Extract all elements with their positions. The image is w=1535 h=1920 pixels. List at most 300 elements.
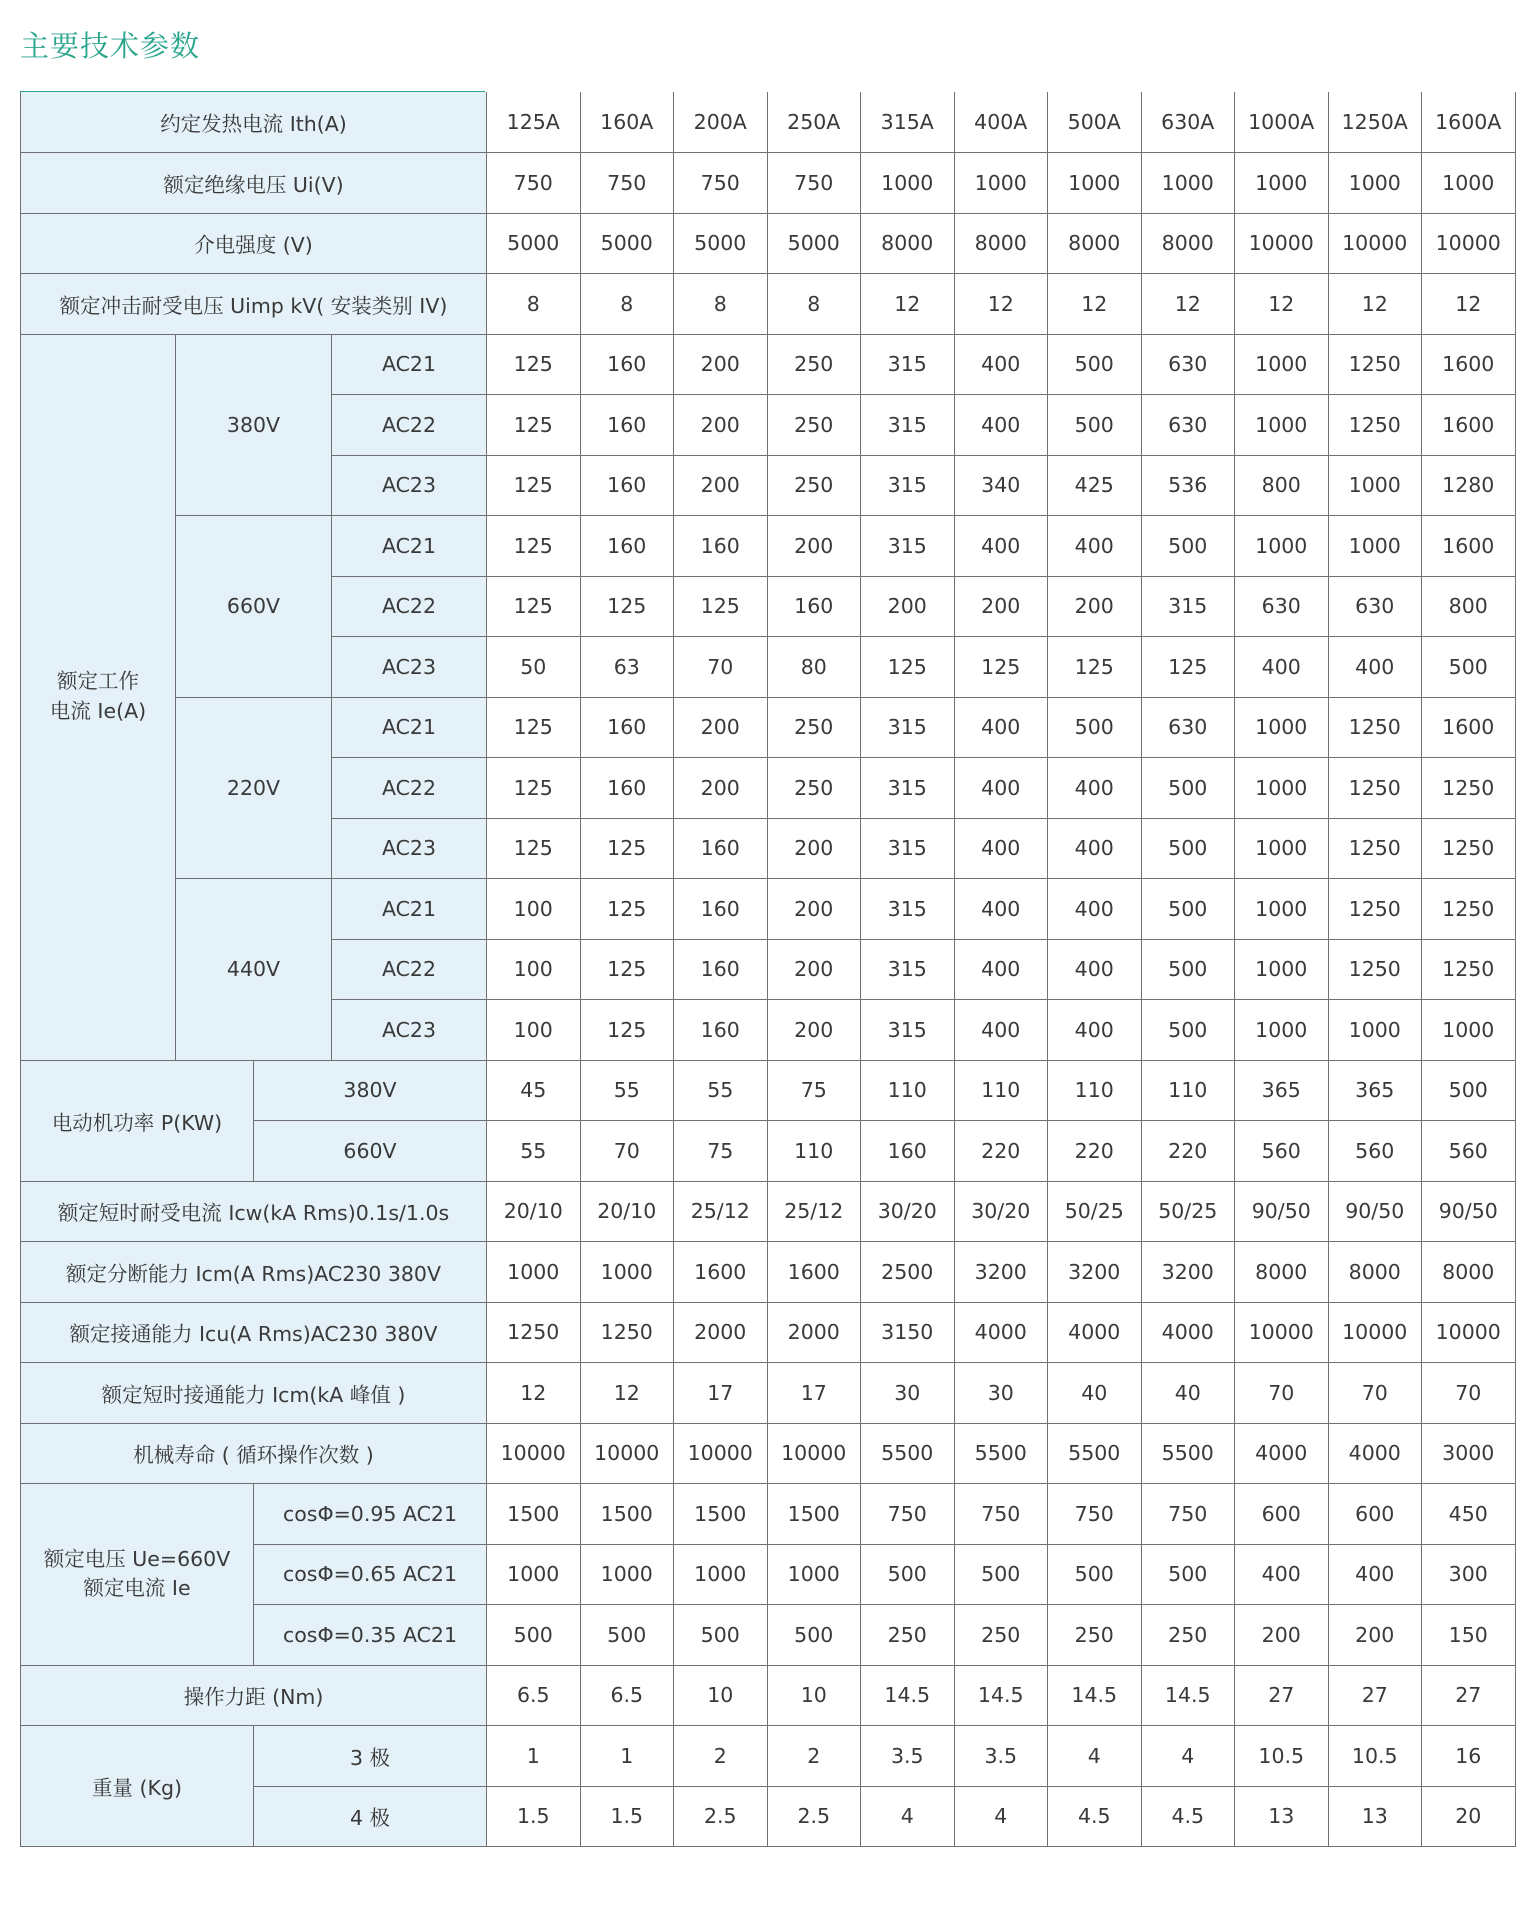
value-cell: 3200 <box>1141 1242 1235 1303</box>
value-cell: 90/50 <box>1422 1181 1516 1242</box>
value-cell: 10000 <box>674 1423 768 1484</box>
value-cell: 600 <box>1235 1484 1329 1545</box>
value-cell: 365 <box>1328 1060 1422 1121</box>
category-label: AC21 <box>332 334 487 395</box>
category-label: AC21 <box>332 879 487 940</box>
value-cell: 70 <box>674 637 768 698</box>
value-cell: 200 <box>767 818 861 879</box>
value-cell: 1250 <box>1328 939 1422 1000</box>
value-cell: 5000 <box>674 213 768 274</box>
value-cell: 800 <box>1235 455 1329 516</box>
value-cell: 300 <box>1422 1544 1516 1605</box>
value-cell: 10000 <box>767 1423 861 1484</box>
value-cell: 1000 <box>1328 1000 1422 1061</box>
value-cell: 250 <box>767 697 861 758</box>
value-cell: 30 <box>861 1363 955 1424</box>
value-cell: 400 <box>1048 758 1142 819</box>
value-cell: 400 <box>954 697 1048 758</box>
value-cell: 560 <box>1328 1121 1422 1182</box>
value-cell: 8000 <box>1235 1242 1329 1303</box>
value-cell: 1000 <box>1328 153 1422 214</box>
category-label: AC23 <box>332 1000 487 1061</box>
electrical-life-group-label: 额定电压 Ue=660V 额定电流 Ie <box>21 1484 254 1666</box>
value-cell: 200 <box>674 334 768 395</box>
value-cell: 4 <box>1048 1726 1142 1787</box>
value-cell: 10000 <box>487 1423 581 1484</box>
value-cell: 8000 <box>1048 213 1142 274</box>
value-cell: 40 <box>1048 1363 1142 1424</box>
value-cell: 315 <box>861 516 955 577</box>
value-cell: 200 <box>767 879 861 940</box>
row-uimp <box>21 274 1516 335</box>
voltage-label-440: 440V <box>176 879 332 1061</box>
value-cell: 425 <box>1048 455 1142 516</box>
value-cell: 200A <box>674 92 768 153</box>
value-cell: 750 <box>674 153 768 214</box>
value-cell: 220 <box>954 1121 1048 1182</box>
value-cell: 3.5 <box>861 1726 955 1787</box>
value-cell: 365 <box>1235 1060 1329 1121</box>
value-cell: 10 <box>767 1665 861 1726</box>
value-cell: 17 <box>767 1363 861 1424</box>
value-cell: 200 <box>1328 1605 1422 1666</box>
value-cell: 75 <box>674 1121 768 1182</box>
value-cell: 2500 <box>861 1242 955 1303</box>
category-label: AC22 <box>332 758 487 819</box>
value-cell: 125 <box>580 939 674 1000</box>
value-cell: 250 <box>954 1605 1048 1666</box>
value-cell: 12 <box>1235 274 1329 335</box>
value-cell: 400 <box>954 395 1048 456</box>
value-cell: 630 <box>1235 576 1329 637</box>
value-cell: 27 <box>1328 1665 1422 1726</box>
value-cell: 50/25 <box>1048 1181 1142 1242</box>
value-cell: 750 <box>767 153 861 214</box>
value-cell: 13 <box>1328 1786 1422 1847</box>
value-cell: 100 <box>487 1000 581 1061</box>
value-cell: 10000 <box>1328 213 1422 274</box>
value-cell: 70 <box>580 1121 674 1182</box>
value-cell: 1000 <box>767 1544 861 1605</box>
value-cell: 10000 <box>1328 1302 1422 1363</box>
value-cell: 2.5 <box>674 1786 768 1847</box>
value-cell: 400 <box>954 334 1048 395</box>
value-cell: 6.5 <box>487 1665 581 1726</box>
value-cell: 20/10 <box>580 1181 674 1242</box>
value-cell: 55 <box>674 1060 768 1121</box>
voltage-label: 380V <box>254 1060 487 1121</box>
value-cell: 4.5 <box>1141 1786 1235 1847</box>
value-cell: 400 <box>1048 818 1142 879</box>
row-label: 额定绝缘电压 Ui(V) <box>21 153 487 214</box>
value-cell: 1600 <box>1422 334 1516 395</box>
value-cell: 13 <box>1235 1786 1329 1847</box>
row-mech-life <box>21 1423 1516 1484</box>
value-cell: 200 <box>954 576 1048 637</box>
value-cell: 12 <box>1422 274 1516 335</box>
value-cell: 1000 <box>1235 758 1329 819</box>
value-cell: 160 <box>767 576 861 637</box>
value-cell: 100 <box>487 879 581 940</box>
value-cell: 315 <box>861 455 955 516</box>
value-cell: 315 <box>861 697 955 758</box>
value-cell: 630 <box>1141 697 1235 758</box>
value-cell: 110 <box>954 1060 1048 1121</box>
value-cell: 1250 <box>1328 818 1422 879</box>
value-cell: 8000 <box>1141 213 1235 274</box>
value-cell: 20 <box>1422 1786 1516 1847</box>
value-cell: 40 <box>1141 1363 1235 1424</box>
value-cell: 8 <box>580 274 674 335</box>
value-cell: 315 <box>1141 576 1235 637</box>
value-cell: 1250 <box>1328 334 1422 395</box>
value-cell: 1000 <box>580 1242 674 1303</box>
row-motor-380 <box>21 1060 1516 1121</box>
value-cell: 1500 <box>487 1484 581 1545</box>
value-cell: 1250 <box>1328 697 1422 758</box>
value-cell: 750 <box>1141 1484 1235 1545</box>
value-cell: 1000 <box>1328 455 1422 516</box>
value-cell: 50/25 <box>1141 1181 1235 1242</box>
category-label: AC21 <box>332 516 487 577</box>
value-cell: 2000 <box>767 1302 861 1363</box>
value-cell: 400 <box>954 758 1048 819</box>
row-ith <box>21 92 1516 153</box>
value-cell: 1250A <box>1328 92 1422 153</box>
value-cell: 55 <box>580 1060 674 1121</box>
value-cell: 4.5 <box>1048 1786 1142 1847</box>
value-cell: 10000 <box>1422 1302 1516 1363</box>
value-cell: 315 <box>861 395 955 456</box>
row-660-ac21 <box>21 516 1516 577</box>
category-label: AC22 <box>332 939 487 1000</box>
value-cell: 500 <box>1048 1544 1142 1605</box>
value-cell: 1000 <box>861 153 955 214</box>
value-cell: 100 <box>487 939 581 1000</box>
value-cell: 1250 <box>580 1302 674 1363</box>
value-cell: 5500 <box>954 1423 1048 1484</box>
category-label: AC22 <box>332 395 487 456</box>
value-cell: 400 <box>954 1000 1048 1061</box>
value-cell: 1600A <box>1422 92 1516 153</box>
value-cell: 400 <box>1235 1544 1329 1605</box>
value-cell: 20/10 <box>487 1181 581 1242</box>
value-cell: 160A <box>580 92 674 153</box>
value-cell: 1250 <box>487 1302 581 1363</box>
value-cell: 1600 <box>674 1242 768 1303</box>
value-cell: 12 <box>1328 274 1422 335</box>
value-cell: 10000 <box>580 1423 674 1484</box>
value-cell: 125 <box>1141 637 1235 698</box>
value-cell: 5500 <box>1141 1423 1235 1484</box>
row-torque <box>21 1665 1516 1726</box>
value-cell: 12 <box>861 274 955 335</box>
value-cell: 160 <box>580 697 674 758</box>
value-cell: 1000 <box>1235 697 1329 758</box>
value-cell: 2.5 <box>767 1786 861 1847</box>
value-cell: 3200 <box>954 1242 1048 1303</box>
value-cell: 250 <box>1141 1605 1235 1666</box>
value-cell: 55 <box>487 1121 581 1182</box>
value-cell: 5500 <box>1048 1423 1142 1484</box>
value-cell: 500 <box>1141 939 1235 1000</box>
value-cell: 125 <box>580 879 674 940</box>
value-cell: 3150 <box>861 1302 955 1363</box>
value-cell: 1000 <box>1235 939 1329 1000</box>
value-cell: 160 <box>674 818 768 879</box>
value-cell: 1000 <box>1048 153 1142 214</box>
value-cell: 45 <box>487 1060 581 1121</box>
value-cell: 315 <box>861 879 955 940</box>
value-cell: 500 <box>767 1605 861 1666</box>
value-cell: 1250 <box>1328 879 1422 940</box>
value-cell: 90/50 <box>1328 1181 1422 1242</box>
value-cell: 160 <box>674 1000 768 1061</box>
row-make-capacity <box>21 1302 1516 1363</box>
value-cell: 1280 <box>1422 455 1516 516</box>
value-cell: 8 <box>487 274 581 335</box>
row-dielectric <box>21 213 1516 274</box>
value-cell: 1600 <box>1422 697 1516 758</box>
value-cell: 70 <box>1328 1363 1422 1424</box>
value-cell: 1000 <box>954 153 1048 214</box>
value-cell: 250A <box>767 92 861 153</box>
value-cell: 1250 <box>1422 758 1516 819</box>
value-cell: 400 <box>1048 1000 1142 1061</box>
value-cell: 250 <box>767 455 861 516</box>
value-cell: 4000 <box>1141 1302 1235 1363</box>
value-cell: 50 <box>487 637 581 698</box>
value-cell: 125 <box>487 576 581 637</box>
value-cell: 1500 <box>767 1484 861 1545</box>
value-cell: 1000 <box>1235 395 1329 456</box>
value-cell: 1000 <box>1235 1000 1329 1061</box>
value-cell: 125 <box>580 576 674 637</box>
value-cell: 500 <box>1141 1000 1235 1061</box>
motor-group-label: 电动机功率 P(KW) <box>21 1060 254 1181</box>
value-cell: 2 <box>767 1726 861 1787</box>
value-cell: 80 <box>767 637 861 698</box>
voltage-label-660: 660V <box>176 516 332 698</box>
value-cell: 160 <box>674 879 768 940</box>
value-cell: 8000 <box>1422 1242 1516 1303</box>
value-cell: 5500 <box>861 1423 955 1484</box>
value-cell: 125 <box>487 818 581 879</box>
value-cell: 250 <box>767 395 861 456</box>
value-cell: 500 <box>861 1544 955 1605</box>
value-cell: 70 <box>1422 1363 1516 1424</box>
row-label: 额定短时接通能力 Icm(kA 峰值 ) <box>21 1363 487 1424</box>
value-cell: 30 <box>954 1363 1048 1424</box>
value-cell: 800 <box>1422 576 1516 637</box>
value-cell: 500A <box>1048 92 1142 153</box>
value-cell: 12 <box>1048 274 1142 335</box>
value-cell: 5000 <box>580 213 674 274</box>
value-cell: 1000 <box>1422 153 1516 214</box>
value-cell: 1250 <box>1328 395 1422 456</box>
value-cell: 110 <box>1141 1060 1235 1121</box>
row-icw <box>21 1181 1516 1242</box>
value-cell: 2000 <box>674 1302 768 1363</box>
value-cell: 1500 <box>580 1484 674 1545</box>
value-cell: 500 <box>580 1605 674 1666</box>
value-cell: 1250 <box>1422 879 1516 940</box>
value-cell: 200 <box>674 697 768 758</box>
value-cell: 12 <box>580 1363 674 1424</box>
value-cell: 250 <box>767 334 861 395</box>
value-cell: 315 <box>861 1000 955 1061</box>
value-cell: 10000 <box>1422 213 1516 274</box>
value-cell: 160 <box>674 939 768 1000</box>
row-380-ac21 <box>21 334 1516 395</box>
value-cell: 500 <box>1048 334 1142 395</box>
value-cell: 1000 <box>1141 153 1235 214</box>
value-cell: 12 <box>954 274 1048 335</box>
value-cell: 16 <box>1422 1726 1516 1787</box>
value-cell: 200 <box>1235 1605 1329 1666</box>
value-cell: 125 <box>861 637 955 698</box>
value-cell: 250 <box>1048 1605 1142 1666</box>
value-cell: 400 <box>954 879 1048 940</box>
value-cell: 70 <box>1235 1363 1329 1424</box>
value-cell: 10.5 <box>1328 1726 1422 1787</box>
category-label: AC22 <box>332 576 487 637</box>
category-label: AC23 <box>332 637 487 698</box>
value-cell: 1000A <box>1235 92 1329 153</box>
value-cell: 10000 <box>1235 1302 1329 1363</box>
value-cell: 14.5 <box>1048 1665 1142 1726</box>
value-cell: 1250 <box>1422 818 1516 879</box>
value-cell: 1000 <box>1422 1000 1516 1061</box>
value-cell: 750 <box>580 153 674 214</box>
value-cell: 160 <box>580 758 674 819</box>
value-cell: 10 <box>674 1665 768 1726</box>
value-cell: 8 <box>674 274 768 335</box>
pole-label: 4 极 <box>254 1786 487 1847</box>
category-label: AC23 <box>332 455 487 516</box>
value-cell: 750 <box>954 1484 1048 1545</box>
value-cell: 25/12 <box>767 1181 861 1242</box>
value-cell: 90/50 <box>1235 1181 1329 1242</box>
category-label: AC21 <box>332 697 487 758</box>
row-label: 额定分断能力 Icm(A Rms)AC230 380V <box>21 1242 487 1303</box>
value-cell: 220 <box>1141 1121 1235 1182</box>
value-cell: 4000 <box>1328 1423 1422 1484</box>
value-cell: 1000 <box>674 1544 768 1605</box>
value-cell: 200 <box>861 576 955 637</box>
voltage-label: 660V <box>254 1121 487 1182</box>
value-cell: 5000 <box>487 213 581 274</box>
value-cell: 10000 <box>1235 213 1329 274</box>
value-cell: 560 <box>1422 1121 1516 1182</box>
row-440-ac21 <box>21 879 1516 940</box>
value-cell: 4000 <box>1048 1302 1142 1363</box>
value-cell: 1.5 <box>580 1786 674 1847</box>
value-cell: 1000 <box>487 1242 581 1303</box>
value-cell: 400 <box>954 939 1048 1000</box>
value-cell: 160 <box>674 516 768 577</box>
value-cell: 14.5 <box>954 1665 1048 1726</box>
value-cell: 750 <box>487 153 581 214</box>
row-label: 额定冲击耐受电压 Uimp kV( 安装类别 IV) <box>21 274 487 335</box>
value-cell: 400 <box>954 516 1048 577</box>
value-cell: 75 <box>767 1060 861 1121</box>
value-cell: 200 <box>674 395 768 456</box>
value-cell: 500 <box>1141 1544 1235 1605</box>
value-cell: 1 <box>580 1726 674 1787</box>
value-cell: 160 <box>580 516 674 577</box>
value-cell: 400 <box>1048 516 1142 577</box>
value-cell: 630 <box>1141 395 1235 456</box>
value-cell: 630 <box>1328 576 1422 637</box>
value-cell: 1000 <box>1328 516 1422 577</box>
value-cell: 315 <box>861 334 955 395</box>
row-label: 额定接通能力 Icu(A Rms)AC230 380V <box>21 1302 487 1363</box>
value-cell: 1000 <box>1235 153 1329 214</box>
value-cell: 1000 <box>1235 516 1329 577</box>
value-cell: 4 <box>1141 1726 1235 1787</box>
value-cell: 400 <box>1328 637 1422 698</box>
value-cell: 200 <box>1048 576 1142 637</box>
cos-label: cosΦ=0.95 AC21 <box>254 1484 487 1545</box>
value-cell: 4000 <box>954 1302 1048 1363</box>
value-cell: 110 <box>1048 1060 1142 1121</box>
value-cell: 1250 <box>1422 939 1516 1000</box>
value-cell: 630 <box>1141 334 1235 395</box>
value-cell: 160 <box>861 1121 955 1182</box>
value-cell: 500 <box>1141 879 1235 940</box>
value-cell: 4000 <box>1235 1423 1329 1484</box>
value-cell: 1000 <box>487 1544 581 1605</box>
value-cell: 8000 <box>954 213 1048 274</box>
value-cell: 125 <box>674 576 768 637</box>
value-cell: 8 <box>767 274 861 335</box>
value-cell: 125 <box>580 818 674 879</box>
value-cell: 500 <box>1048 395 1142 456</box>
value-cell: 315 <box>861 939 955 1000</box>
row-weight-3p <box>21 1726 1516 1787</box>
value-cell: 1000 <box>1235 879 1329 940</box>
value-cell: 250 <box>767 758 861 819</box>
value-cell: 600 <box>1328 1484 1422 1545</box>
ie-group-label: 额定工作 电流 Ie(A) <box>21 334 176 1060</box>
value-cell: 340 <box>954 455 1048 516</box>
value-cell: 200 <box>674 455 768 516</box>
value-cell: 125A <box>487 92 581 153</box>
category-label: AC23 <box>332 818 487 879</box>
value-cell: 12 <box>1141 274 1235 335</box>
pole-label: 3 极 <box>254 1726 487 1787</box>
value-cell: 750 <box>1048 1484 1142 1545</box>
value-cell: 160 <box>580 455 674 516</box>
value-cell: 30/20 <box>861 1181 955 1242</box>
value-cell: 8000 <box>861 213 955 274</box>
row-short-make <box>21 1363 1516 1424</box>
value-cell: 400 <box>1235 637 1329 698</box>
value-cell: 1000 <box>1235 334 1329 395</box>
value-cell: 125 <box>487 395 581 456</box>
value-cell: 500 <box>954 1544 1048 1605</box>
value-cell: 150 <box>1422 1605 1516 1666</box>
value-cell: 1000 <box>580 1544 674 1605</box>
value-cell: 125 <box>487 455 581 516</box>
value-cell: 4 <box>954 1786 1048 1847</box>
value-cell: 1500 <box>674 1484 768 1545</box>
value-cell: 125 <box>487 516 581 577</box>
voltage-label-220: 220V <box>176 697 332 879</box>
value-cell: 110 <box>767 1121 861 1182</box>
cos-label: cosΦ=0.35 AC21 <box>254 1605 487 1666</box>
